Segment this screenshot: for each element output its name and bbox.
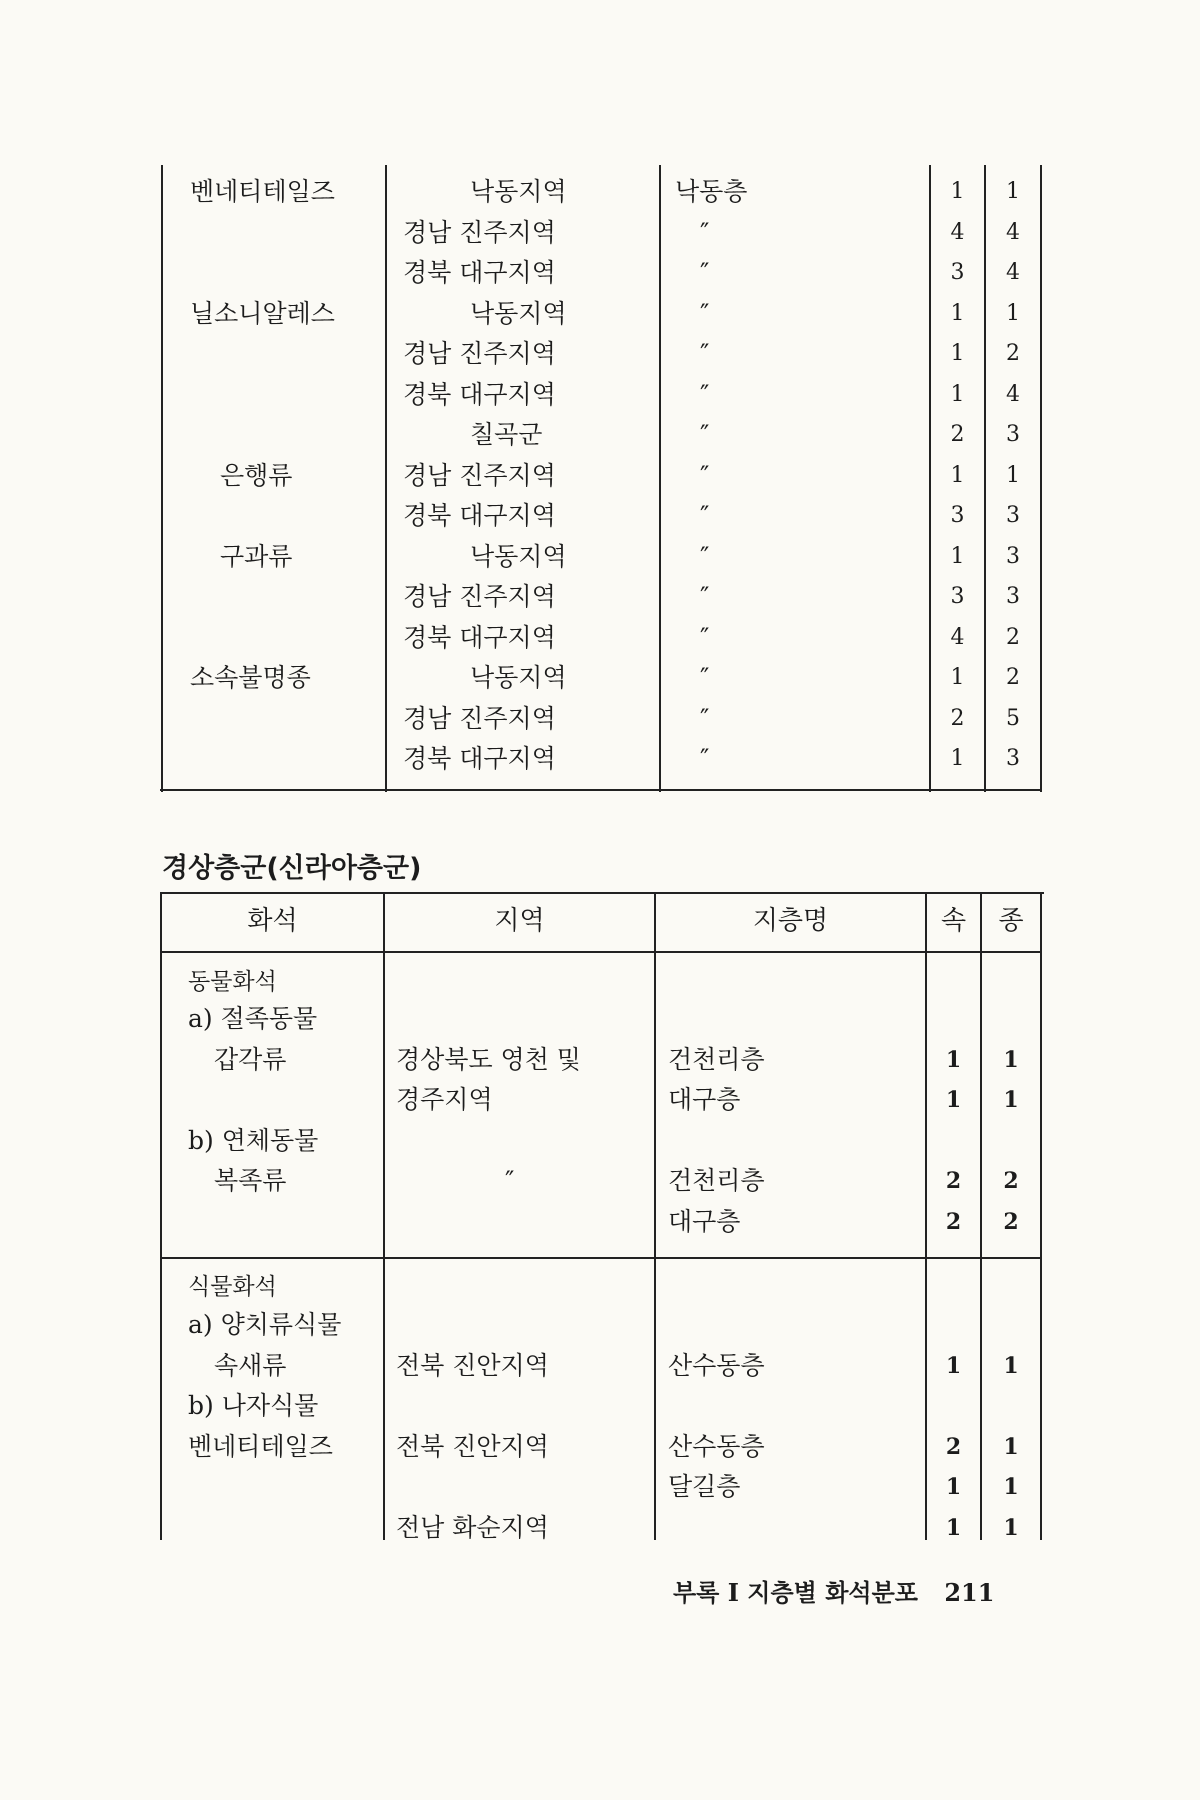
table1-stratum: ″	[700, 258, 710, 287]
table2-species-count: 1	[1003, 1047, 1019, 1073]
table1-fossil-name: 은행류	[220, 461, 293, 490]
table2-stratum: 달길층	[668, 1472, 741, 1501]
table2-region: 경주지역	[396, 1085, 493, 1114]
table2-fossil-name: 속새류	[214, 1351, 287, 1380]
table2-stratum: 건천리층	[668, 1045, 765, 1074]
table1-stratum: ″	[700, 380, 710, 409]
table1-genus-count: 2	[950, 422, 965, 447]
table1-species-count: 2	[1006, 625, 1020, 650]
table2-section-rule	[160, 1257, 1042, 1259]
animal-fossil-heading: 동물화석	[188, 969, 277, 995]
table1-region: 경북 대구지역	[403, 623, 556, 652]
table1-region: 낙동지역	[470, 542, 567, 571]
table2-fossil-name: 복족류	[214, 1166, 287, 1195]
table2-species-count: 1	[1003, 1474, 1019, 1500]
table1-species-count: 3	[1006, 422, 1020, 447]
table2-region: 전남 화순지역	[396, 1513, 549, 1542]
table1-region: 경남 진주지역	[403, 218, 556, 247]
table2-genus-count: 1	[945, 1474, 962, 1500]
table1-species-count: 2	[1006, 341, 1020, 366]
table1-genus-count: 1	[950, 544, 965, 569]
running-footer	[673, 1573, 994, 1608]
footer-title: 부록 Ⅰ 지층별 화석분포	[673, 1578, 918, 1607]
table1-region: 칠곡군	[470, 420, 543, 449]
header-stratum: 지층명	[752, 906, 829, 936]
table1-stratum: ″	[700, 623, 710, 652]
table2-genus-count: 1	[945, 1515, 962, 1541]
table1-region: 경남 진주지역	[403, 339, 556, 368]
section-title: 경상층군(신라아층군)	[162, 853, 422, 884]
table2-stratum: 대구층	[668, 1085, 741, 1114]
table1-genus-count: 1	[950, 463, 965, 488]
table2-genus-count: 2	[945, 1168, 962, 1194]
table1-fossil-name: 소속불명종	[190, 663, 311, 692]
table2-divider-region	[383, 892, 385, 1540]
table1-species-count: 4	[1006, 382, 1020, 407]
table1-divider-strat	[659, 165, 661, 792]
table2-fossil-name: 갑각류	[214, 1045, 287, 1074]
table2-stratum: 산수동층	[668, 1351, 765, 1380]
table1-region: 낙동지역	[470, 177, 567, 206]
table1-stratum: ″	[700, 704, 710, 733]
table1-divider-region	[385, 165, 387, 792]
table1-species-count: 3	[1006, 746, 1020, 771]
table1-stratum: ″	[700, 501, 710, 530]
table1-genus-count: 1	[950, 665, 965, 690]
table1-stratum: ″	[700, 218, 710, 247]
table1-stratum: ″	[700, 339, 710, 368]
table1-species-count: 1	[1006, 179, 1020, 204]
table1-region: 낙동지역	[470, 299, 567, 328]
table1-genus-count: 4	[950, 625, 965, 650]
table1-region: 경북 대구지역	[403, 258, 556, 287]
table1-genus-count: 4	[950, 220, 965, 245]
header-fossil: 화석	[247, 906, 298, 936]
table1-stratum: ″	[700, 663, 710, 692]
table2-species-count: 2	[1003, 1168, 1019, 1194]
table1-genus-count: 1	[950, 382, 965, 407]
table1-species-count: 1	[1006, 301, 1020, 326]
table1-stratum: 낙동층	[675, 177, 748, 206]
table2-right-border	[1040, 892, 1042, 1540]
table1-region: 경남 진주지역	[403, 582, 556, 611]
table2-region: 전북 진안지역	[396, 1351, 549, 1380]
table1-stratum: ″	[700, 744, 710, 773]
table2-genus-count: 2	[945, 1434, 962, 1460]
table1-genus-count: 3	[950, 503, 965, 528]
table2-fossil-name: a) 절족동물	[188, 1004, 318, 1033]
table1-species-count: 2	[1006, 665, 1020, 690]
table2-top-border	[160, 892, 1044, 894]
table1-region: 경북 대구지역	[403, 380, 556, 409]
table1-species-count: 1	[1006, 463, 1020, 488]
table2-species-count: 1	[1003, 1353, 1019, 1379]
table2-region: 경상북도 영천 및	[396, 1045, 581, 1074]
table2-fossil-name: b) 나자식물	[188, 1391, 319, 1420]
table1-genus-count: 3	[950, 260, 965, 285]
table1-species-count: 4	[1006, 220, 1020, 245]
table2-genus-count: 2	[945, 1209, 962, 1235]
table1-fossil-name: 벤네티테일즈	[190, 177, 335, 206]
header-genus: 속	[940, 906, 967, 936]
table1-genus-count: 1	[950, 341, 965, 366]
table1-species-count: 3	[1006, 503, 1020, 528]
table2-genus-count: 1	[945, 1353, 962, 1379]
table1-bottom-border	[160, 789, 1042, 791]
table2-species-count: 1	[1003, 1515, 1019, 1541]
table1-species-count: 3	[1006, 584, 1020, 609]
table1-stratum: ″	[700, 299, 710, 328]
plant-fossil-heading: 식물화석	[188, 1274, 277, 1300]
table2-region: ″	[505, 1166, 515, 1195]
table1-region: 경남 진주지역	[403, 461, 556, 490]
table1-region: 경남 진주지역	[403, 704, 556, 733]
table1-fossil-name: 닐소니알레스	[190, 299, 335, 328]
table1-species-count: 4	[1006, 260, 1020, 285]
header-region: 지역	[494, 906, 545, 936]
table1-genus-count: 3	[950, 584, 965, 609]
table2-genus-count: 1	[945, 1047, 962, 1073]
table1-species-count: 3	[1006, 544, 1020, 569]
table2-divider-strat	[654, 892, 656, 1540]
table2-genus-count: 1	[945, 1087, 962, 1113]
table1-genus-count: 1	[950, 301, 965, 326]
table2-species-count: 2	[1003, 1209, 1019, 1235]
table1-left-border	[161, 165, 163, 792]
page-number: 211	[944, 1578, 995, 1607]
table1-genus-count: 1	[950, 179, 965, 204]
header-species: 종	[998, 906, 1024, 936]
table1-right-border	[1040, 165, 1042, 792]
table2-header-rule	[160, 951, 1042, 953]
table1-region: 경북 대구지역	[403, 744, 556, 773]
table1-genus-count: 1	[950, 746, 965, 771]
table2-species-count: 1	[1003, 1434, 1019, 1460]
table1-fossil-name: 구과류	[220, 542, 293, 571]
table1-stratum: ″	[700, 461, 710, 490]
table1-genus-count: 2	[950, 706, 965, 731]
table2-stratum: 산수동층	[668, 1432, 765, 1461]
table2-stratum: 대구층	[668, 1207, 741, 1236]
table1-stratum: ″	[700, 542, 710, 571]
table2-species-count: 1	[1003, 1087, 1019, 1113]
table1-region: 경북 대구지역	[403, 501, 556, 530]
table1-stratum: ″	[700, 420, 710, 449]
table2-fossil-name: 벤네티테일즈	[188, 1432, 333, 1461]
table2-region: 전북 진안지역	[396, 1432, 549, 1461]
table2-fossil-name: b) 연체동물	[188, 1126, 319, 1155]
table2-stratum: 건천리층	[668, 1166, 765, 1195]
table1-species-count: 5	[1006, 706, 1020, 731]
table1-stratum: ″	[700, 582, 710, 611]
table1-region: 낙동지역	[470, 663, 567, 692]
table2-left-border	[160, 892, 162, 1540]
table2-fossil-name: a) 양치류식물	[188, 1310, 342, 1339]
